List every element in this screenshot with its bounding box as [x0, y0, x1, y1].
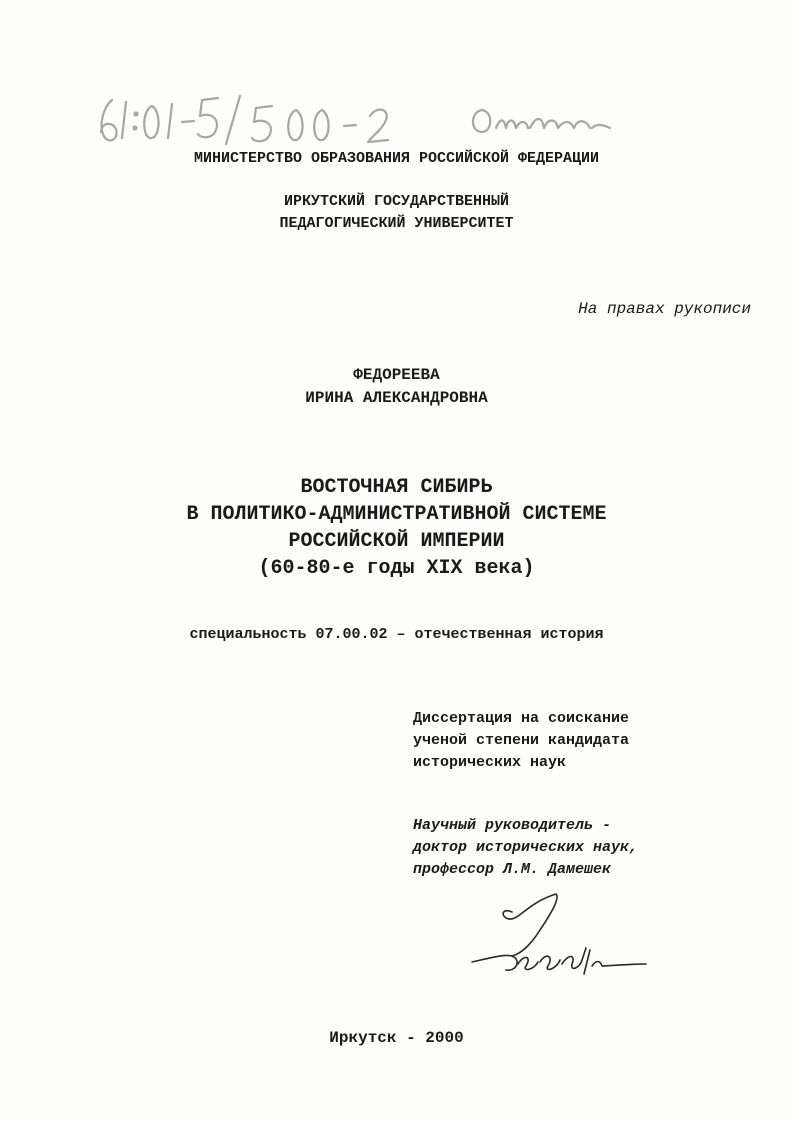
thesis-title-line2: В ПОЛИТИКО-АДМИНИСТРАТИВНОЙ СИСТЕМЕ: [186, 503, 607, 526]
manuscript-rights-note: На правах рукописи: [578, 300, 751, 318]
author-signature: [460, 890, 660, 985]
advisor-line2: доктор исторических наук,: [413, 839, 639, 856]
degree-line2: ученой степени кандидата: [413, 732, 630, 749]
author-given-names: ИРИНА АЛЕКСАНДРОВНА: [305, 389, 488, 407]
degree-line1: Диссертация на соискание: [413, 710, 630, 727]
advisor-line3: профессор Л.М. Дамешек: [413, 861, 612, 878]
place-and-year: Иркутск - 2000: [329, 1029, 464, 1047]
scientific-advisor: [413, 815, 638, 881]
university-name-line2: ПЕДАГОГИЧЕСКИЙ УНИВЕРСИТЕТ: [279, 215, 514, 232]
degree-line3: исторических наук: [413, 754, 567, 771]
specialty-line: специальность 07.00.02 – отечественная история: [189, 626, 604, 643]
author-surname: ФЕДОРЕЕВА: [353, 366, 440, 384]
thesis-title-line1: ВОСТОЧНАЯ СИБИРЬ: [300, 476, 493, 499]
university-name-line1: ИРКУТСКИЙ ГОСУДАРСТВЕННЫЙ: [283, 193, 510, 210]
ministry-name: МИНИСТЕРСТВО ОБРАЗОВАНИЯ РОССИЙСКОЙ ФЕДЕРАЦИИ: [193, 150, 600, 167]
thesis-title-line3: РОССИЙСКОЙ ИМПЕРИИ: [288, 530, 505, 553]
advisor-line1: Научный руководитель -: [413, 817, 612, 834]
thesis-title-line4: (60-80-е годы XIX века): [258, 557, 535, 580]
degree-statement: [413, 708, 629, 774]
archive-handwritten-stamp: [90, 88, 650, 158]
